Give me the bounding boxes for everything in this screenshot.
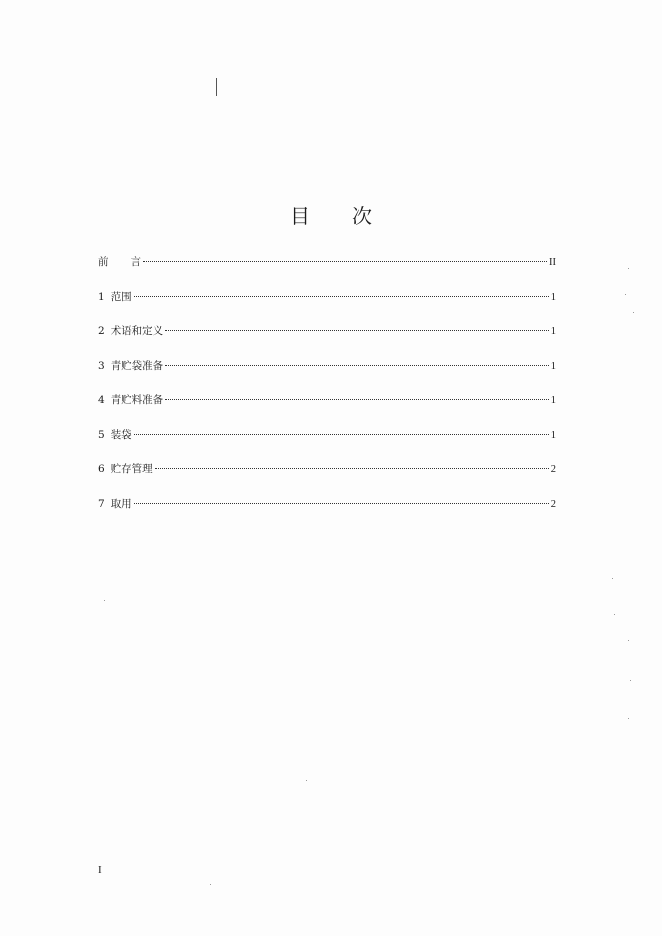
toc-entry-text: 青贮料准备 xyxy=(110,394,164,406)
toc-dot-leader xyxy=(134,296,549,297)
toc-dot-leader xyxy=(134,434,549,435)
toc-entry-page: 1 xyxy=(550,291,556,303)
toc-dot-leader xyxy=(155,468,549,469)
scan-speck xyxy=(104,600,105,601)
toc-entry-bagging[interactable] xyxy=(98,425,556,460)
scan-artifact-line xyxy=(216,78,217,96)
toc-entry-number: 5 xyxy=(98,428,105,441)
toc-entry-number: 6 xyxy=(98,463,105,475)
scan-speck xyxy=(628,640,629,641)
toc-entry-bag-prep[interactable] xyxy=(98,356,556,391)
toc-entry-label-part: 言 xyxy=(130,256,141,268)
toc-entry-text: 贮存管理 xyxy=(110,463,153,475)
toc-entry-text: 术语和定义 xyxy=(110,325,164,337)
toc-entry-number: 1 xyxy=(98,290,105,303)
toc-title-char: 次 xyxy=(352,204,372,228)
toc-entry-storage[interactable] xyxy=(98,459,556,494)
table-of-contents xyxy=(98,252,556,528)
toc-entry-material-prep[interactable] xyxy=(98,390,556,425)
scan-speck xyxy=(628,718,629,719)
toc-dot-leader xyxy=(134,503,549,504)
toc-entry-label xyxy=(98,356,163,376)
toc-entry-label xyxy=(98,494,132,514)
toc-title-char: 目 xyxy=(290,204,310,228)
toc-entry-number: 3 xyxy=(98,359,105,372)
toc-entry-page: 1 xyxy=(550,326,556,337)
scan-speck xyxy=(614,614,615,615)
toc-entry-label xyxy=(98,459,153,479)
scan-speck xyxy=(306,780,307,781)
toc-entry-text: 装袋 xyxy=(110,428,132,441)
toc-entry-label xyxy=(98,321,163,341)
toc-title xyxy=(0,200,662,229)
toc-entry-text: 范围 xyxy=(110,290,132,303)
scan-speck xyxy=(612,578,613,579)
toc-entry-page: II xyxy=(549,257,556,268)
scan-speck xyxy=(630,680,631,681)
toc-entry-page: 2 xyxy=(550,464,556,475)
toc-entry-retrieval[interactable] xyxy=(98,494,556,529)
toc-entry-page: 1 xyxy=(550,360,556,372)
toc-entry-page: 1 xyxy=(550,429,556,441)
toc-entry-page: 2 xyxy=(550,498,556,510)
toc-entry-label-part: 前 xyxy=(98,256,109,268)
scan-speck xyxy=(625,294,626,295)
toc-dot-leader xyxy=(143,261,547,262)
toc-entry-number: 7 xyxy=(98,497,105,510)
toc-entry-number: 2 xyxy=(98,325,105,337)
toc-entry-label xyxy=(98,252,141,272)
toc-dot-leader xyxy=(165,330,549,331)
toc-entry-label xyxy=(98,390,163,410)
toc-entry-label xyxy=(98,425,132,445)
scan-speck xyxy=(628,268,629,269)
toc-dot-leader xyxy=(165,365,549,366)
toc-entry-number: 4 xyxy=(98,394,105,406)
toc-entry-text: 取用 xyxy=(110,497,132,510)
scan-speck xyxy=(633,312,634,313)
toc-entry-page: 1 xyxy=(550,395,556,406)
page-number: I xyxy=(98,864,102,876)
toc-entry-terms[interactable] xyxy=(98,321,556,356)
toc-entry-foreword[interactable] xyxy=(98,252,556,287)
toc-entry-text: 青贮袋准备 xyxy=(110,359,164,372)
toc-dot-leader xyxy=(165,399,549,400)
toc-entry-label xyxy=(98,287,132,307)
scan-speck xyxy=(210,884,211,885)
toc-entry-scope[interactable] xyxy=(98,287,556,322)
